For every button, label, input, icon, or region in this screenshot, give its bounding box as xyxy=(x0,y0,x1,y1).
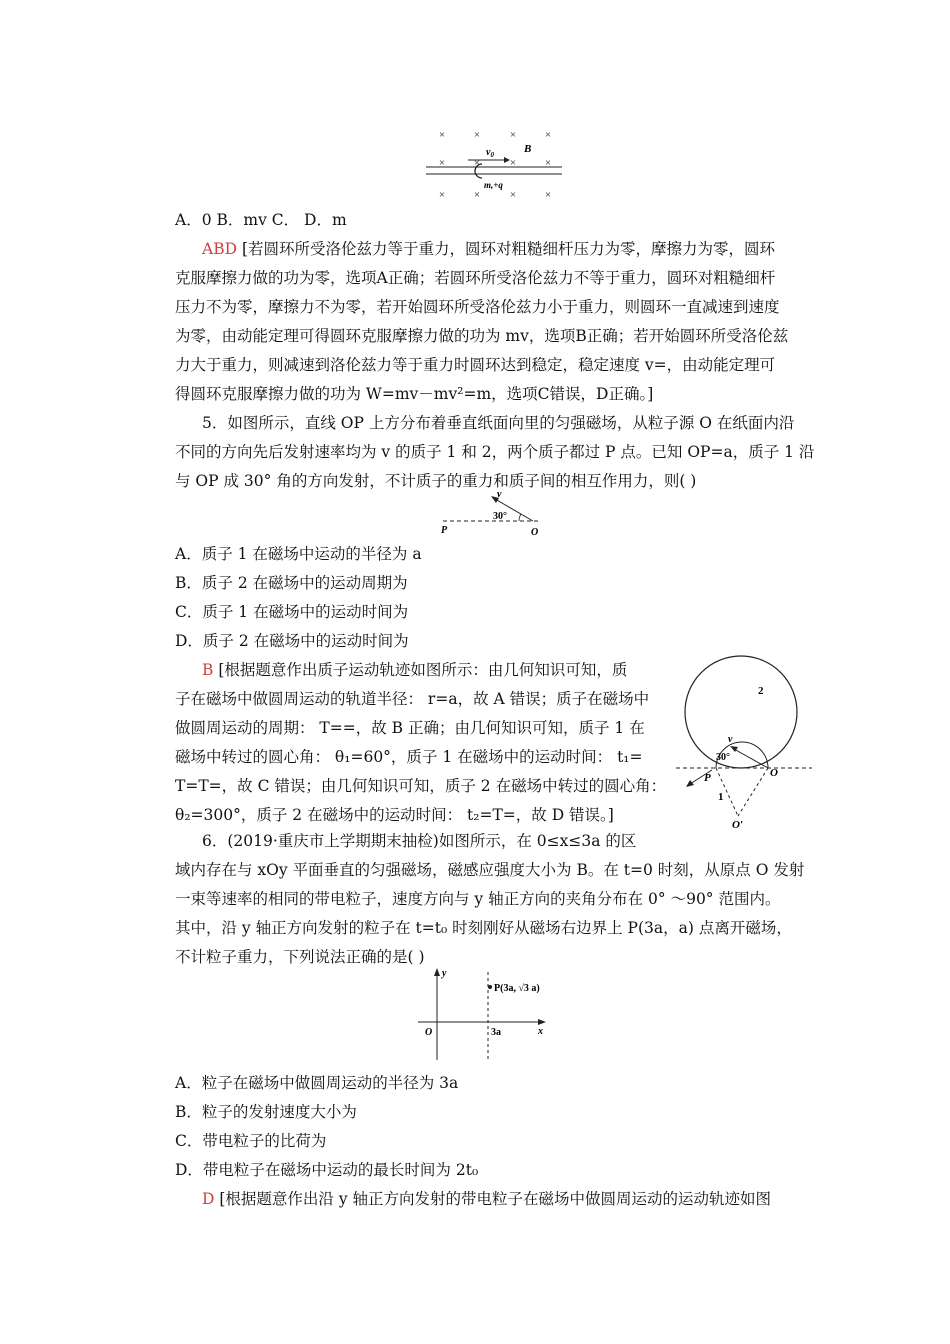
q6-option: B．粒子的发射速度大小为 xyxy=(175,1103,357,1121)
q5-solution-line: T=T=，故 C 错误；由几何知识可知，质子 2 在磁场中转过的圆心角： xyxy=(175,777,667,795)
field-cross: × xyxy=(509,157,517,169)
q4-solution-line: 为零，由动能定理可得圆环克服摩擦力做的功为 mv，选项B正确；若开始圆环所受洛伦兹 xyxy=(175,327,789,345)
q6-answer-key: D xyxy=(202,1190,215,1208)
q5-option: C．质子 1 在磁场中的运动时间为 xyxy=(175,603,409,621)
q6-stem-line: 6．(2019·重庆市上学期期末抽检)如图所示，在 0≤x≤3a 的区 xyxy=(202,832,637,850)
q5-solution-line: 磁场中转过的圆心角： θ₁=60°，质子 1 在磁场中的运动时间： t₁= xyxy=(175,748,643,766)
p-label: P xyxy=(704,772,711,784)
mq-label: m,+q xyxy=(484,180,503,190)
exit-velocity-arrowhead xyxy=(686,780,694,787)
field-cross: × xyxy=(544,157,552,169)
q5-option: A．质子 1 在磁场中运动的半径为 a xyxy=(175,545,422,563)
q6-stem-line: 其中，沿 y 轴正方向发射的粒子在 t=t₀ 时刻刚好从磁场右边界上 P(3a，a) 点离开磁场， xyxy=(175,919,792,937)
o-prime-label: O′ xyxy=(732,819,744,831)
field-cross: × xyxy=(438,189,446,201)
field-cross: × xyxy=(473,157,481,169)
o-label: O xyxy=(531,527,539,538)
y-axis-arrowhead xyxy=(434,968,440,976)
q4-answer-key: ABD xyxy=(202,240,238,258)
o-label: O xyxy=(770,767,778,779)
radius-line xyxy=(738,768,768,816)
p-label: P xyxy=(441,525,448,536)
q5-solution-line: θ₂=300°，质子 2 在磁场中的运动时间： t₂=T=，故 D 错误。] xyxy=(175,806,614,824)
q6-figure xyxy=(412,964,552,1064)
q5-solution-line: B [根据题意作出质子运动轨迹如图所示：由几何知识可知，质 xyxy=(202,661,628,679)
point-p xyxy=(488,985,492,989)
point-p-label: P(3a, √3 a) xyxy=(494,983,540,994)
q5-stem-line: 与 OP 成 30° 角的方向发射，不计质子的重力和质子间的相互作用力，则( ) xyxy=(175,472,697,490)
field-cross: × xyxy=(473,189,481,201)
angle-label: 30° xyxy=(716,752,730,763)
q5-stem-line: 5．如图所示，直线 OP 上方分布着垂直纸面向里的匀强磁场，从粒子源 O 在纸面内沿 xyxy=(202,414,795,432)
q5-option: B．质子 2 在磁场中的运动周期为 xyxy=(175,574,408,592)
q4-solution-line: ABD [若圆环所受洛伦兹力等于重力，圆环对粗糙细杆压力为零，摩擦力为零，圆环 xyxy=(202,240,776,258)
v-label: v xyxy=(728,734,733,745)
angle-label: 30° xyxy=(493,511,507,522)
q5-answer-key: B xyxy=(202,661,214,679)
o-label: O xyxy=(425,1027,433,1038)
q4-solution-line: 得圆环克服摩擦力做的功为 W=mv－mv²=m，选项C错误，D正确。] xyxy=(175,385,654,403)
field-cross: × xyxy=(438,129,446,141)
q5-figure xyxy=(435,488,555,540)
q6-option: A．粒子在磁场中做圆周运动的半径为 3a xyxy=(175,1074,459,1092)
angle-arc xyxy=(519,514,521,521)
q6-stem-line: 一束等速率的相同的带电粒子，速度方向与 y 轴正方向的夹角分布在 0° ～90° 范围内。 xyxy=(175,890,781,908)
q6-option: D．带电粒子在磁场中运动的最长时间为 2t₀ xyxy=(175,1161,479,1179)
field-cross: × xyxy=(544,189,552,201)
label-2: 2 xyxy=(758,685,764,697)
q4-options: A．0 B．mv C． D．m xyxy=(175,211,347,229)
q4-solution-line: 力大于重力，则减速到洛伦兹力等于重力时圆环达到稳定，稳定速度 v=，由动能定理可 xyxy=(175,356,776,374)
q6-stem-line: 不计粒子重力，下列说法正确的是( ) xyxy=(175,948,425,966)
q5-option: D．质子 2 在磁场中的运动时间为 xyxy=(175,632,409,650)
b-label: B xyxy=(524,143,532,155)
tick-3a-label: 3a xyxy=(491,1027,501,1038)
q4-solution-line: 压力不为零，摩擦力不为零，若开始圆环所受洛伦兹力小于重力，则圆环一直减速到速度 xyxy=(175,298,780,316)
x-axis-arrowhead xyxy=(538,1019,546,1025)
q4-solution-line: 克服摩擦力做的功为零，选项A正确；若圆环所受洛伦兹力不等于重力，圆环对粗糙细杆 xyxy=(175,269,776,287)
label-1: 1 xyxy=(718,791,724,803)
q4-figure xyxy=(420,122,570,204)
field-cross: × xyxy=(509,189,517,201)
field-cross: × xyxy=(473,129,481,141)
y-label: y xyxy=(442,968,447,979)
field-cross: × xyxy=(438,157,446,169)
q5-solution-figure xyxy=(672,644,817,834)
q5-solution-line: 做圆周运动的周期： T==，故 B 正确；由几何知识可知，质子 1 在 xyxy=(175,719,645,737)
q6-stem-line: 域内存在与 xOy 平面垂直的匀强磁场，磁感应强度大小为 B。在 t=0 时刻，从原点 O 发射 xyxy=(175,861,805,879)
q5-stem-line: 不同的方向先后发射速率均为 v 的质子 1 和 2，两个质子都过 P 点。已知 OP=a，质子 1 沿 xyxy=(175,443,815,461)
field-cross: × xyxy=(544,129,552,141)
field-cross: × xyxy=(509,129,517,141)
x-label: x xyxy=(538,1026,543,1037)
trajectory-circle-2 xyxy=(685,656,797,768)
q5-solution-line: 子在磁场中做圆周运动的轨道半径： r=a，故 A 错误；质子在磁场中 xyxy=(175,690,650,708)
v-label: v xyxy=(497,489,502,500)
v0-label: $v_0$ xyxy=(486,147,494,159)
q6-solution-line: D [根据题意作出沿 y 轴正方向发射的带电粒子在磁场中做圆周运动的运动轨迹如图 xyxy=(202,1190,772,1208)
q6-option: C．带电粒子的比荷为 xyxy=(175,1132,327,1150)
